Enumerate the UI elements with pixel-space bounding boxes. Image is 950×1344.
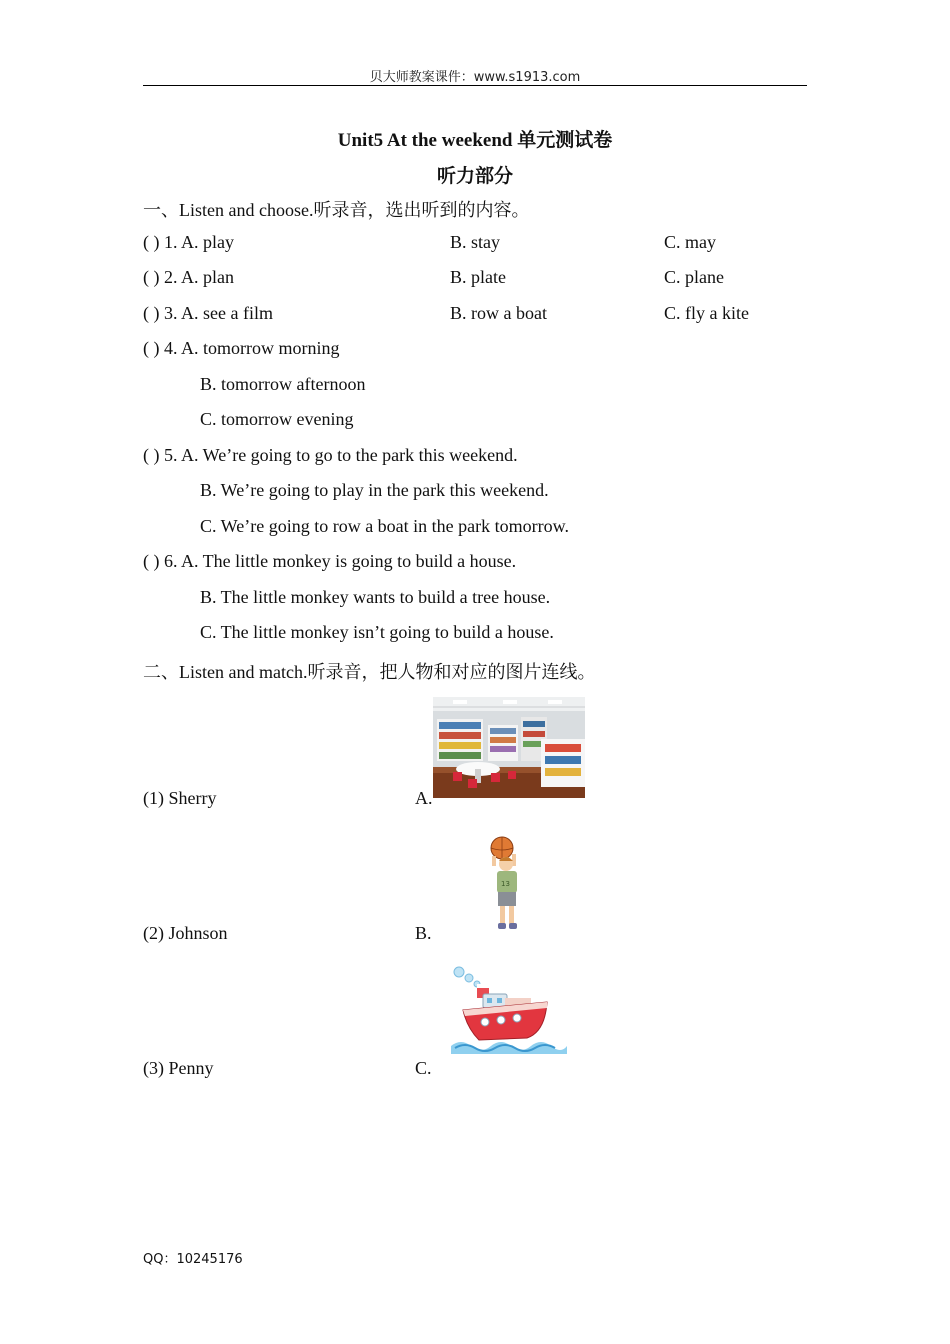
page-footer: QQ：10245176 (143, 1252, 243, 1267)
person-3-penny: (3) Penny (143, 1058, 214, 1078)
person-2-johnson: (2) Johnson (143, 923, 228, 943)
q3-stem: ( ) 3. A. see a film (143, 303, 273, 323)
q5-option-b: B. We’re going to play in the park this weekend. (200, 480, 549, 500)
q6-option-c: C. The little monkey isn’t going to build a house. (200, 622, 554, 642)
svg-text:13: 13 (501, 880, 510, 888)
page-title: Unit5 At the weekend 单元测试卷 (337, 130, 613, 151)
q1-option-c: C. may (664, 232, 716, 252)
page-subtitle: 听力部分 (436, 166, 513, 187)
q4-option-b: B. tomorrow afternoon (200, 374, 366, 394)
q1-option-b: B. stay (450, 232, 501, 252)
q6-option-b: B. The little monkey wants to build a tree house. (200, 587, 551, 607)
q4-option-c: C. tomorrow evening (200, 409, 354, 429)
q5-stem: ( ) 5. A. We’re going to go to the park this weekend. (143, 445, 518, 465)
toy-boat-on-water (449, 962, 567, 1058)
option-b-label: B. (415, 923, 432, 943)
option-a-label: A. (415, 788, 433, 808)
q2-option-b: B. plate (450, 267, 506, 287)
q5-option-c: C. We’re going to row a boat in the park tomorrow. (200, 516, 569, 536)
person-1-sherry: (1) Sherry (143, 788, 217, 808)
q6-stem: ( ) 6. A. The little monkey is going to build a house. (143, 551, 517, 571)
q3-option-b: B. row a boat (450, 303, 547, 323)
boy-with-basketball (484, 836, 532, 934)
q2-option-c: C. plane (664, 267, 724, 287)
library-photo (433, 697, 585, 798)
page-header: 贝大师教案课件：www.s1913.com (369, 70, 581, 85)
option-c-label: C. (415, 1058, 432, 1078)
header-rule (143, 85, 807, 86)
q3-option-c: C. fly a kite (664, 303, 749, 323)
q2-stem: ( ) 2. A. plan (143, 267, 234, 287)
q4-stem: ( ) 4. A. tomorrow morning (143, 338, 340, 358)
q1-stem: ( ) 1. A. play (143, 232, 234, 252)
section1-heading: 一、Listen and choose.听录音，选出听到的内容。 (143, 200, 530, 220)
section2-heading: 二、Listen and match.听录音，把人物和对应的图片连线。 (143, 662, 596, 682)
